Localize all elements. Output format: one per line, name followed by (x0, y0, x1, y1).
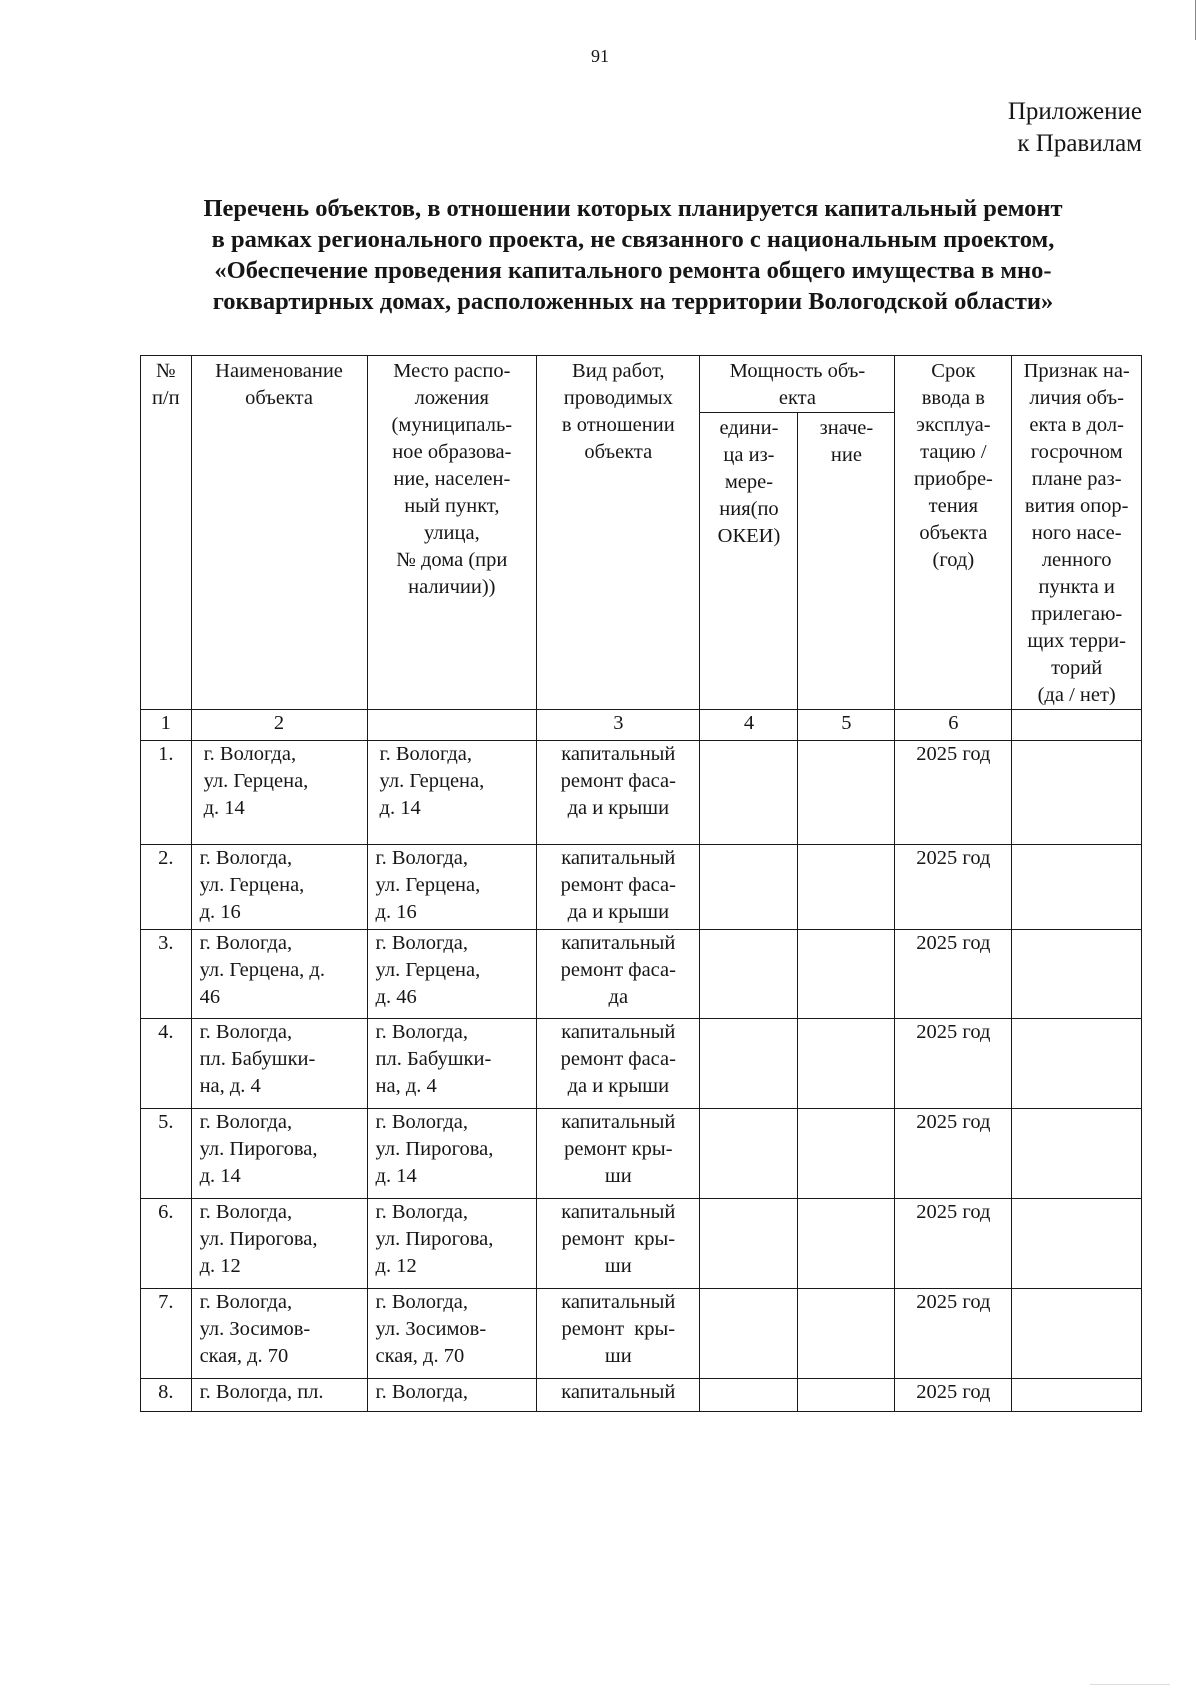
table-row (141, 845, 1142, 930)
column-number (367, 710, 537, 741)
header-work-type: Вид работ, проводимых в отношении объекта (537, 356, 700, 710)
value-cell (798, 1199, 895, 1289)
page-number: 91 (591, 46, 609, 66)
work-type: капитальный ремонт кры- ши (537, 1199, 700, 1289)
object-location: г. Вологда, ул. Герцена, д. 16 (367, 845, 537, 930)
commission-year: 2025 год (895, 741, 1012, 845)
table-row (141, 1019, 1142, 1109)
column-number: 2 (191, 710, 367, 741)
work-type: капитальный (537, 1379, 700, 1412)
header-plan-flag: Признак на- личия объ- екта в дол- госрочном плане раз- вития опор- ного насе- ленного пункта и прилегаю- щих терри- торий (да / нет) (1012, 356, 1142, 710)
scan-edge-mark (1090, 1684, 1170, 1697)
object-location: г. Вологда, ул. Пирогова, д. 12 (367, 1199, 537, 1289)
commission-year: 2025 год (895, 845, 1012, 930)
plan-flag (1012, 1199, 1142, 1289)
plan-flag (1012, 1019, 1142, 1109)
object-name: г. Вологда, пл. Бабушки- на, д. 4 (191, 1019, 367, 1109)
header-location: Место распо- ложения (муниципаль- ное образова- ние, населен- ный пункт, улица, № дома (при наличии)) (367, 356, 537, 710)
column-number-row (141, 710, 1142, 741)
column-number: 4 (700, 710, 798, 741)
table-row (141, 1289, 1142, 1379)
row-number: 3. (141, 930, 192, 1019)
work-type: капитальный ремонт кры- ши (537, 1289, 700, 1379)
title-line: в рамках регионального проекта, не связанного с национальным проектом, (211, 226, 1055, 253)
commission-year: 2025 год (895, 1289, 1012, 1379)
plan-flag (1012, 1379, 1142, 1412)
header-name: Наименование объекта (191, 356, 367, 710)
column-number (1012, 710, 1142, 741)
unit-cell (700, 930, 798, 1019)
plan-flag (1012, 1289, 1142, 1379)
header-commission-year: Срок ввода в эксплуа- тацию / приобре- тения объекта (год) (895, 356, 1012, 710)
unit-cell (700, 1289, 798, 1379)
object-name: г. Вологда, ул. Герцена, д. 16 (191, 845, 367, 930)
commission-year: 2025 год (895, 1019, 1012, 1109)
row-number: 4. (141, 1019, 192, 1109)
header-capacity: Мощность объ- екта (700, 356, 895, 413)
header-row (141, 356, 1142, 413)
row-number: 5. (141, 1109, 192, 1199)
unit-cell (700, 1019, 798, 1109)
appendix-line-1: Приложение (1007, 98, 1142, 125)
row-number: 6. (141, 1199, 192, 1289)
unit-cell (700, 845, 798, 930)
title-line: Перечень объектов, в отношении которых планируется капитальный ремонт (203, 195, 1063, 222)
object-location: г. Вологда, пл. Бабушки- на, д. 4 (367, 1019, 537, 1109)
object-name: г. Вологда, ул. Герцена, д. 46 (191, 930, 367, 1019)
objects-table (140, 355, 1142, 1412)
object-location: г. Вологда, ул. Герцена, д. 46 (367, 930, 537, 1019)
work-type: капитальный ремонт фаса- да и крыши (537, 1019, 700, 1109)
header-value: значе- ние (798, 413, 895, 710)
object-name: г. Вологда, ул. Пирогова, д. 14 (191, 1109, 367, 1199)
value-cell (798, 1109, 895, 1199)
value-cell (798, 1379, 895, 1412)
object-location: г. Вологда, (367, 1379, 537, 1412)
appendix-line-2: к Правилам (1017, 130, 1142, 157)
row-number: 2. (141, 845, 192, 930)
row-number: 8. (141, 1379, 192, 1412)
unit-cell (700, 741, 798, 845)
plan-flag (1012, 741, 1142, 845)
plan-flag (1012, 930, 1142, 1019)
work-type: капитальный ремонт фаса- да (537, 930, 700, 1019)
document-title (128, 193, 1138, 317)
object-name: г. Вологда, ул. Зосимов- ская, д. 70 (191, 1289, 367, 1379)
column-number: 1 (141, 710, 192, 741)
work-type: капитальный ремонт кры- ши (537, 1109, 700, 1199)
title-line: гоквартирных домах, расположенных на территории Вологодской области» (212, 288, 1054, 315)
unit-cell (700, 1199, 798, 1289)
unit-cell (700, 1109, 798, 1199)
plan-flag (1012, 845, 1142, 930)
plan-flag (1012, 1109, 1142, 1199)
row-number: 1. (141, 741, 192, 845)
object-location: г. Вологда, ул. Герцена, д. 14 (367, 741, 537, 845)
value-cell (798, 1019, 895, 1109)
work-type: капитальный ремонт фаса- да и крыши (537, 741, 700, 845)
commission-year: 2025 год (895, 930, 1012, 1019)
table-row (141, 1379, 1142, 1412)
work-type: капитальный ремонт фаса- да и крыши (537, 845, 700, 930)
object-location: г. Вологда, ул. Пирогова, д. 14 (367, 1109, 537, 1199)
commission-year: 2025 год (895, 1379, 1012, 1412)
scan-edge-mark (1195, 0, 1200, 40)
object-name: г. Вологда, пл. (191, 1379, 367, 1412)
column-number: 6 (895, 710, 1012, 741)
title-line: «Обеспечение проведения капитального ремонта общего имущества в мно- (214, 257, 1052, 284)
table-row (141, 930, 1142, 1019)
unit-cell (700, 1379, 798, 1412)
value-cell (798, 845, 895, 930)
column-number: 5 (798, 710, 895, 741)
value-cell (798, 1289, 895, 1379)
table-row (141, 1199, 1142, 1289)
appendix-label (1008, 96, 1142, 160)
row-number: 7. (141, 1289, 192, 1379)
object-location: г. Вологда, ул. Зосимов- ская, д. 70 (367, 1289, 537, 1379)
commission-year: 2025 год (895, 1109, 1012, 1199)
table-row (141, 1109, 1142, 1199)
object-name: г. Вологда, ул. Герцена, д. 14 (191, 741, 367, 845)
commission-year: 2025 год (895, 1199, 1012, 1289)
object-name: г. Вологда, ул. Пирогова, д. 12 (191, 1199, 367, 1289)
header-unit: едини- ца из- мере- ния(по ОКЕИ) (700, 413, 798, 710)
value-cell (798, 741, 895, 845)
header-num: № п/п (141, 356, 192, 710)
value-cell (798, 930, 895, 1019)
column-number: 3 (537, 710, 700, 741)
table-row (141, 741, 1142, 845)
